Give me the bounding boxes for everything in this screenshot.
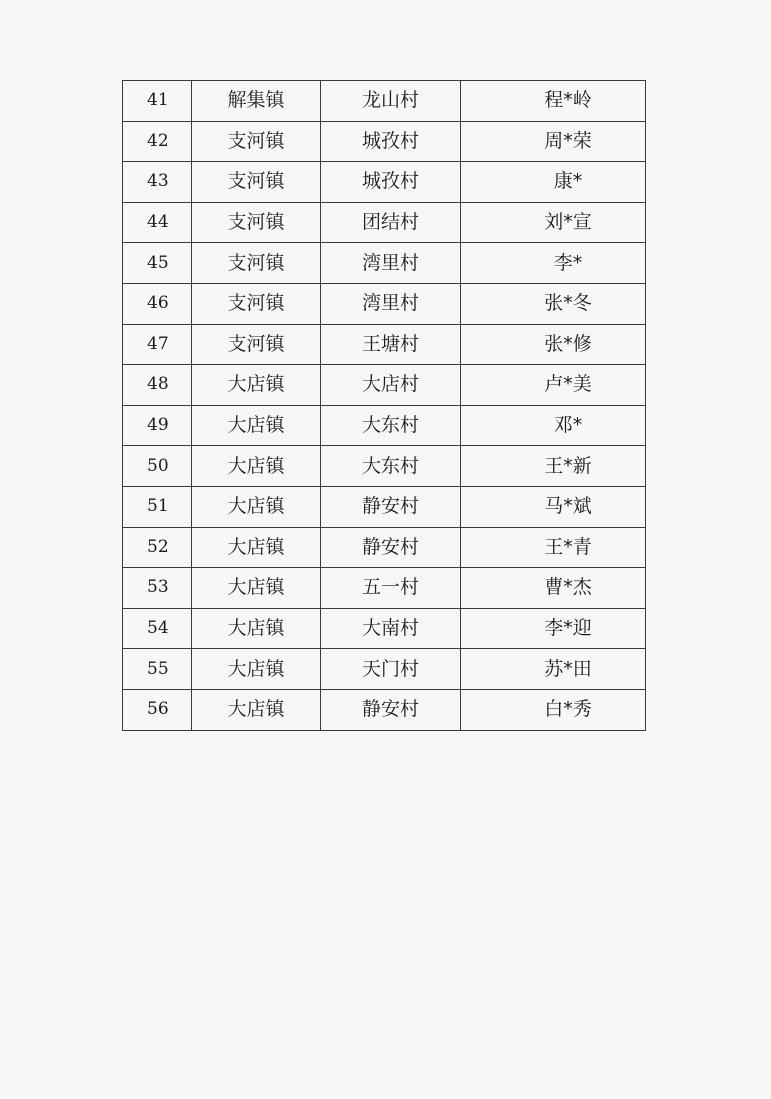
row-number-cell: 56: [123, 689, 192, 730]
town-cell: 大店镇: [192, 649, 321, 690]
village-cell: 龙山村: [321, 81, 461, 122]
name-cell: 马*斌: [461, 486, 646, 527]
name-cell: 白*秀: [461, 689, 646, 730]
row-number-cell: 43: [123, 162, 192, 203]
town-cell: 大店镇: [192, 486, 321, 527]
village-cell: 大南村: [321, 608, 461, 649]
name-cell: 张*冬: [461, 283, 646, 324]
village-cell: 湾里村: [321, 283, 461, 324]
table-row: [123, 649, 646, 690]
row-number-cell: 50: [123, 446, 192, 487]
table-row: [123, 568, 646, 609]
town-cell: 支河镇: [192, 121, 321, 162]
name-cell: 卢*美: [461, 365, 646, 406]
town-cell: 大店镇: [192, 405, 321, 446]
village-cell: 静安村: [321, 486, 461, 527]
town-cell: 大店镇: [192, 568, 321, 609]
row-number-cell: 45: [123, 243, 192, 284]
town-cell: 支河镇: [192, 162, 321, 203]
name-cell: 刘*宣: [461, 202, 646, 243]
table-row: [123, 689, 646, 730]
town-cell: 支河镇: [192, 283, 321, 324]
row-number-cell: 42: [123, 121, 192, 162]
town-cell: 支河镇: [192, 324, 321, 365]
village-cell: 静安村: [321, 689, 461, 730]
row-number-cell: 55: [123, 649, 192, 690]
town-cell: 支河镇: [192, 202, 321, 243]
table-row: [123, 446, 646, 487]
table-row: [123, 202, 646, 243]
row-number-cell: 44: [123, 202, 192, 243]
table-row: [123, 324, 646, 365]
table-row: [123, 243, 646, 284]
row-number-cell: 51: [123, 486, 192, 527]
row-number-cell: 53: [123, 568, 192, 609]
table-row: [123, 365, 646, 406]
table-row: [123, 486, 646, 527]
village-cell: 大店村: [321, 365, 461, 406]
village-cell: 天门村: [321, 649, 461, 690]
row-number-cell: 52: [123, 527, 192, 568]
table-row: [123, 162, 646, 203]
name-cell: 康*: [461, 162, 646, 203]
roster-table: [122, 80, 646, 731]
name-cell: 李*迎: [461, 608, 646, 649]
village-cell: 城孜村: [321, 162, 461, 203]
town-cell: 解集镇: [192, 81, 321, 122]
town-cell: 大店镇: [192, 608, 321, 649]
table-row: [123, 527, 646, 568]
name-cell: 王*青: [461, 527, 646, 568]
row-number-cell: 46: [123, 283, 192, 324]
table-row: [123, 283, 646, 324]
name-cell: 李*: [461, 243, 646, 284]
village-cell: 城孜村: [321, 121, 461, 162]
row-number-cell: 54: [123, 608, 192, 649]
row-number-cell: 41: [123, 81, 192, 122]
town-cell: 大店镇: [192, 689, 321, 730]
village-cell: 大东村: [321, 446, 461, 487]
name-cell: 张*修: [461, 324, 646, 365]
row-number-cell: 48: [123, 365, 192, 406]
town-cell: 大店镇: [192, 365, 321, 406]
roster-table-body: [123, 81, 646, 731]
table-row: [123, 405, 646, 446]
village-cell: 大东村: [321, 405, 461, 446]
town-cell: 大店镇: [192, 446, 321, 487]
village-cell: 湾里村: [321, 243, 461, 284]
town-cell: 支河镇: [192, 243, 321, 284]
table-row: [123, 121, 646, 162]
village-cell: 团结村: [321, 202, 461, 243]
table-row: [123, 608, 646, 649]
name-cell: 周*荣: [461, 121, 646, 162]
table-row: [123, 81, 646, 122]
name-cell: 程*岭: [461, 81, 646, 122]
row-number-cell: 49: [123, 405, 192, 446]
village-cell: 王塘村: [321, 324, 461, 365]
village-cell: 五一村: [321, 568, 461, 609]
town-cell: 大店镇: [192, 527, 321, 568]
village-cell: 静安村: [321, 527, 461, 568]
name-cell: 曹*杰: [461, 568, 646, 609]
name-cell: 王*新: [461, 446, 646, 487]
row-number-cell: 47: [123, 324, 192, 365]
name-cell: 邓*: [461, 405, 646, 446]
name-cell: 苏*田: [461, 649, 646, 690]
